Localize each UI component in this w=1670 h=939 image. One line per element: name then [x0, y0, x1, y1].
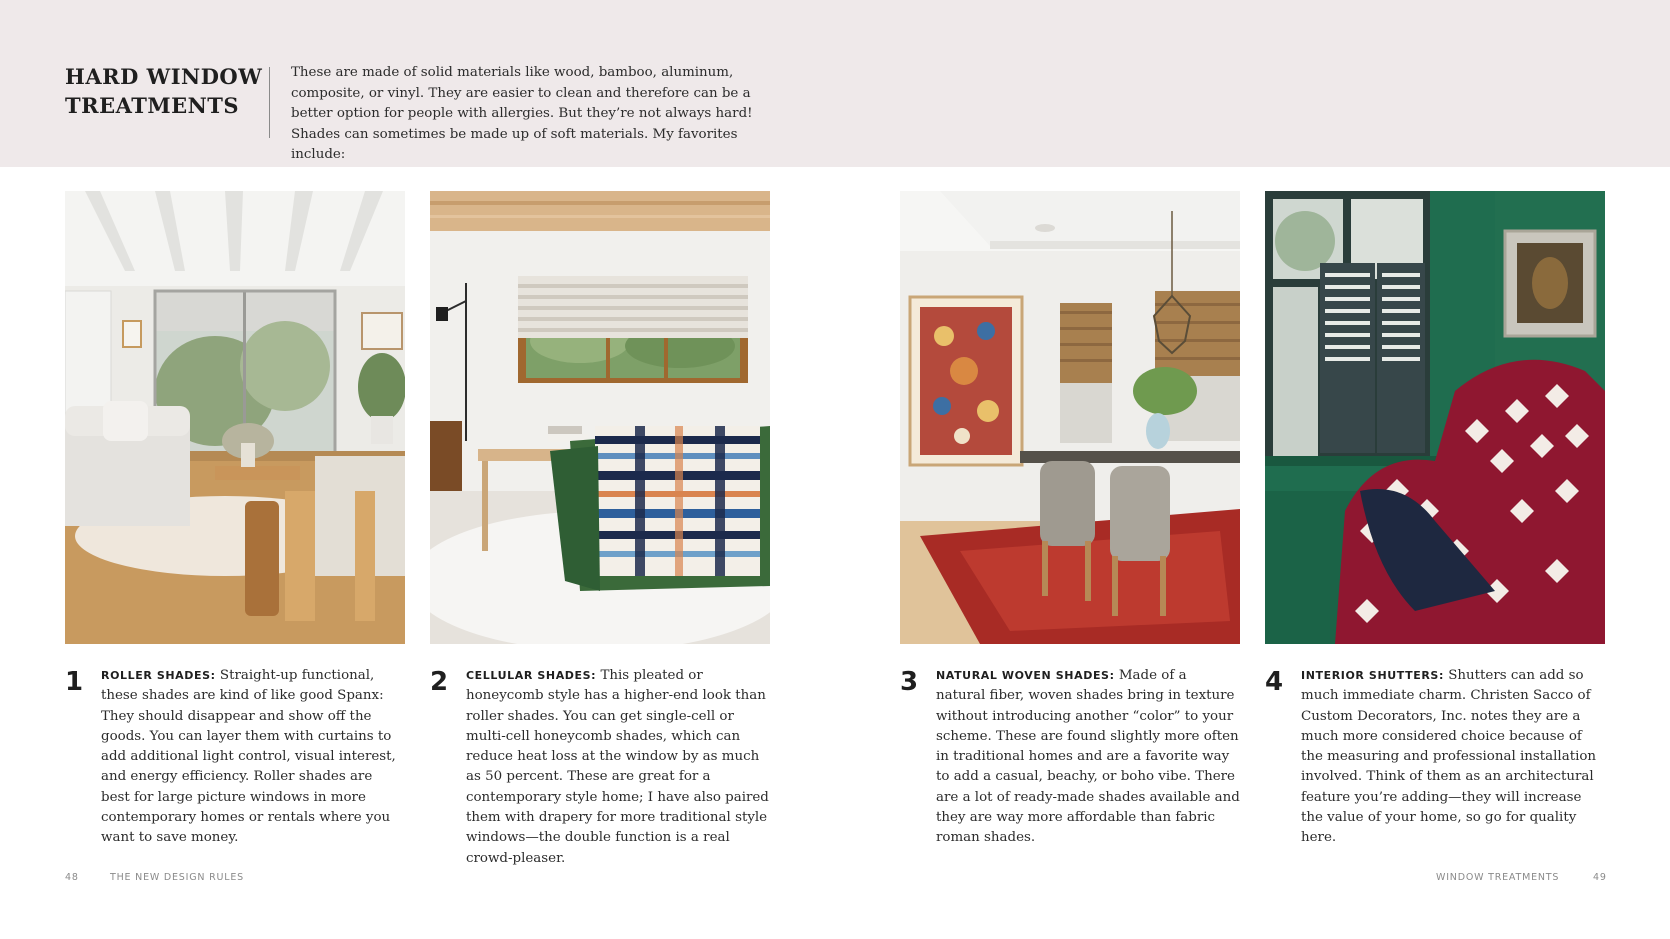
item-number: 4: [1265, 667, 1284, 697]
section-title: [65, 62, 265, 120]
item-label: ROLLER SHADES:: [101, 669, 216, 682]
item-body: Made of a natural fiber, woven shades bring in texture without introducing another “color” to your scheme. These are found slightly more often in traditional homes and are a favorite way to add a casual, beachy, or boho vibe. There are a lot of ready-made shades available and they are way more affordable than fabric roman shades.: [936, 668, 1240, 846]
page-number-left: 48: [65, 872, 79, 883]
item-text: [466, 666, 770, 869]
section-title-line2: TREATMENTS: [65, 93, 240, 118]
item-text: [936, 666, 1240, 849]
running-title-left: THE NEW DESIGN RULES: [110, 872, 245, 883]
photo-cellular-shades: [430, 191, 770, 644]
item-number: 3: [900, 667, 919, 697]
item-label: NATURAL WOVEN SHADES:: [936, 669, 1115, 682]
item-number: 1: [65, 667, 84, 697]
item-label: CELLULAR SHADES:: [466, 669, 597, 682]
photo-natural-woven-shades: [900, 191, 1240, 644]
page-number-right: 49: [1593, 872, 1607, 883]
item-body: This pleated or honeycomb style has a higher-end look than roller shades. You can get single-cell or multi-cell honeycomb shades, which can reduce heat loss at the window by as much as 50 percent. These are great for a contemporary style home; I have also paired them with drapery for more traditional style windows—the double function is a real crowd-pleaser.: [466, 668, 769, 866]
running-title-right: WINDOW TREATMENTS: [1436, 872, 1560, 883]
item-text: [1301, 666, 1605, 849]
title-divider: [269, 67, 270, 138]
intro-paragraph: These are made of solid materials like wood, bamboo, aluminum, composite, or vinyl. They are easier to clean and therefore can be a better option for people with allergies. But they’re not always hard! Shades can sometimes be made up of soft materials. My favorites include:: [291, 65, 753, 162]
item-number: 2: [430, 667, 449, 697]
item-body: Straight-up functional, these shades are kind of like good Spanx: They should disappear and show off the goods. You can layer them with curtains to add additional light control, visual interest, and energy efficiency. Roller shades are best for large picture windows in more contemporary homes or rentals where you want to save money.: [101, 668, 396, 846]
section-title-line1: HARD WINDOW: [65, 64, 263, 89]
item-body: Shutters can add so much immediate charm. Christen Sacco of Custom Decorators, Inc. notes they are a much more considered choice because of the measuring and professional installation involved. Think of them as an architectural feature you’re adding—they will increase the value of your home, so go for quality here.: [1301, 668, 1597, 846]
photo-roller-shades: [65, 191, 405, 644]
photo-interior-shutters: [1265, 191, 1605, 644]
item-label: INTERIOR SHUTTERS:: [1301, 669, 1444, 682]
item-text: [101, 666, 405, 849]
